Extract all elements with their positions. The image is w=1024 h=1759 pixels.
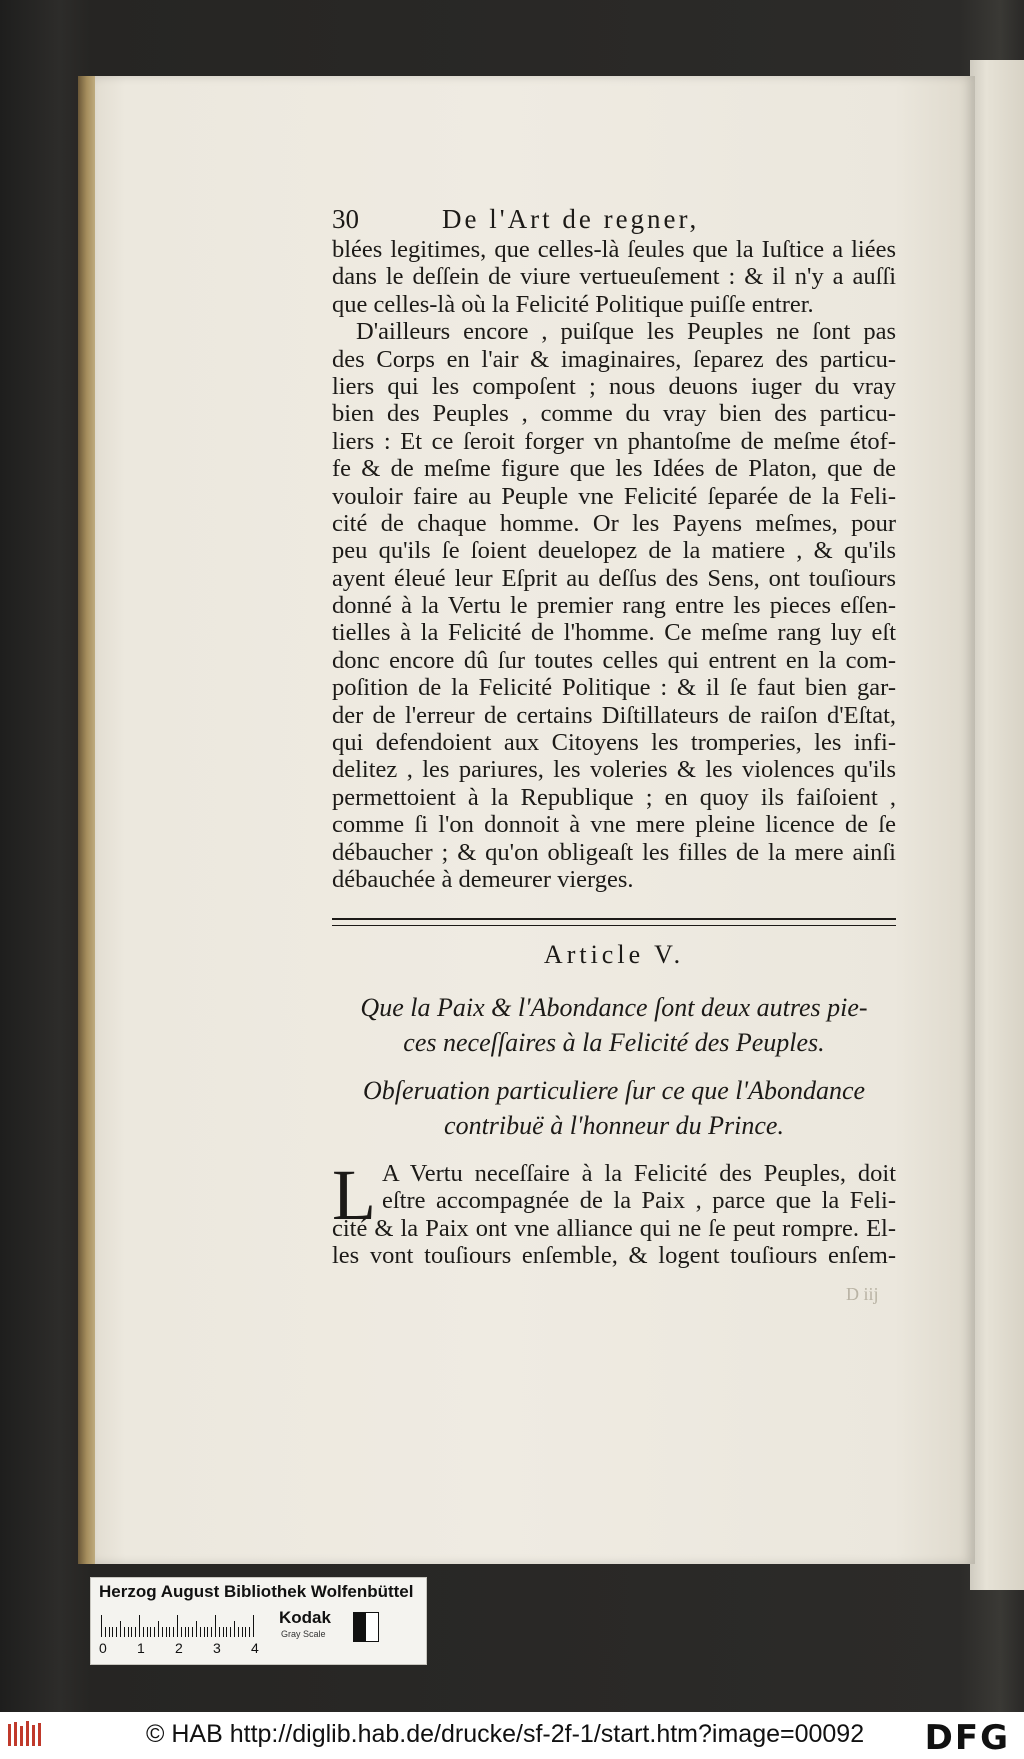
ruler-tick: [249, 1627, 250, 1637]
ruler-tick: [219, 1627, 220, 1637]
paragraph-1-line: der de l'erreur de certains Diſtillateurs de raiſon d'Eſtat,: [332, 701, 896, 729]
ruler-tick: [124, 1627, 125, 1637]
ruler-number: 3: [213, 1640, 221, 1656]
ruler-tick: [112, 1627, 113, 1637]
paragraph-1-line: liers : Et ce ſeroit forger vn phantoſme de meſme étof-: [332, 427, 896, 455]
ruler-tick: [101, 1615, 102, 1637]
ruler-tick: [226, 1627, 227, 1637]
ruler-numbers: [99, 1640, 269, 1658]
ruler-tick: [116, 1627, 117, 1637]
ruler-tick: [234, 1621, 235, 1637]
ruler-tick: [223, 1627, 224, 1637]
ruler-tick: [188, 1627, 189, 1637]
drop-cap: L: [332, 1155, 376, 1235]
signature-mark: D iij: [846, 1284, 879, 1304]
ruler-tick: [139, 1615, 140, 1637]
ruler-tick: [253, 1615, 254, 1637]
paragraph-1-line: D'ailleurs encore , puiſque les Peuples ne ſont pas: [356, 318, 896, 346]
footer-bar: [0, 1712, 1024, 1759]
ruler-tick: [215, 1615, 216, 1637]
scale-ruler: [101, 1615, 261, 1637]
ruler-tick: [158, 1621, 159, 1637]
ruler-tick: [166, 1627, 167, 1637]
paragraph-1-line: bien des Peuples , comme du vray bien des particu-: [332, 400, 896, 428]
ruler-tick: [135, 1627, 136, 1637]
ruler-tick: [143, 1627, 144, 1637]
paragraph-1-line: tielles à la Felicité de l'homme. Ce meſme rang luy eſt: [332, 619, 896, 647]
ruler-tick: [211, 1627, 212, 1637]
ruler-number: 0: [99, 1640, 107, 1656]
ruler-tick: [230, 1627, 231, 1637]
gray-swatch: [353, 1612, 379, 1642]
copyright-link[interactable]: © HAB http://diglib.hab.de/drucke/sf-2f-1/start.htm?image=00092: [146, 1720, 865, 1748]
ruler-tick: [162, 1627, 163, 1637]
ruler-tick: [245, 1627, 246, 1637]
paragraph-2-line: cité & la Paix ont vne alliance qui ne ſe peut rompre. El-: [332, 1214, 896, 1242]
paragraph-1-line: fe & de meſme figure que les Idées de Platon, que de: [332, 455, 896, 483]
paragraph-1-line: delitez , les pariures, les voleries & les violences qu'ils: [332, 756, 896, 784]
article-heading: Article V.: [543, 940, 685, 969]
paragraph-2: [332, 1155, 896, 1270]
paragraph-1: [332, 236, 896, 893]
ruler-tick: [109, 1627, 110, 1637]
ruler-tick: [150, 1627, 151, 1637]
subtitle-2-line-1: Obſeruation particuliere ſur ce que l'Abondance: [362, 1076, 866, 1105]
paragraph-1-line: liers qui les compoſent ; nous deuons iuger du vray: [332, 372, 896, 400]
paragraph-2-line: eſtre accompagnée de la Paix , parce que la Feli-: [382, 1187, 896, 1215]
page-number: 30: [332, 204, 359, 234]
ruler-tick: [204, 1627, 205, 1637]
ruler-tick: [128, 1627, 129, 1637]
running-head: [332, 204, 892, 238]
ruler-tick: [192, 1627, 193, 1637]
ruler-tick: [185, 1627, 186, 1637]
paragraph-1-line: vouloir faire au Peuple vne Felicité ſeparée de la Feli-: [332, 482, 896, 510]
paragraph-1-line: qui defendoient aux Citoyens les tromperies, les infi-: [332, 729, 896, 757]
running-title: De l'Art de regner,: [442, 204, 700, 234]
paragraph-1-line: des Corps en l'air & imaginaires, ſeparez des particu-: [332, 345, 896, 373]
ruler-tick: [131, 1627, 132, 1637]
ruler-tick: [154, 1627, 155, 1637]
paragraph-2-line: A Vertu neceſſaire à la Felicité des Peuples, doit: [382, 1160, 896, 1187]
paragraph-2-line: les vont touſiours enſemble, & logent touſiours enſem-: [332, 1242, 896, 1270]
subtitle-1-line-2: ces neceſſaires à la Felicité des Peuples.: [403, 1028, 825, 1057]
article-subtitle-2: [332, 1073, 896, 1143]
ruler-tick: [238, 1627, 239, 1637]
paragraph-1-line: poſition de la Felicité Politique : & il ſe faut bien gar-: [332, 674, 896, 702]
facing-page-edge: [970, 60, 1024, 1590]
paragraph-1-line: que celles-là où la Felicité Politique puiſſe entrer.: [332, 290, 814, 318]
ruler-tick: [242, 1627, 243, 1637]
paragraph-1-line: ayent éleué leur Eſprit au deſſus des Sens, ont touſiours: [332, 564, 896, 592]
ruler-tick: [181, 1627, 182, 1637]
paragraph-1-line: cité de chaque homme. Or les Payens meſmes, pour: [332, 509, 896, 537]
paragraph-1-line: dans le deſſein de viure vertueuſement : & il n'y a auſſi: [332, 263, 896, 291]
library-name: Herzog August Bibliothek Wolfenbüttel: [99, 1582, 414, 1601]
paragraph-1-line: donc encore dû ſur toutes celles qui entrent en la com-: [332, 646, 896, 674]
paragraph-1-line: permettoient à la Republique ; en quoy ils faiſoient ,: [332, 783, 896, 811]
article-subtitle-1: [332, 990, 896, 1060]
paragraph-1-line: débaucher ; & qu'on obligeaſt les filles de la mere ainſi: [332, 838, 896, 866]
paragraph-1-line: donné à la Vertu le premier rang entre les pieces eſſen-: [332, 592, 896, 620]
ruler-tick: [147, 1627, 148, 1637]
ruler-tick: [173, 1627, 174, 1637]
paragraph-1-line: comme ſi l'on donnoit à vne mere pleine licence de ſe: [332, 811, 896, 839]
ruler-tick: [196, 1621, 197, 1637]
ruler-tick: [105, 1627, 106, 1637]
kodak-logo: Kodak: [279, 1608, 331, 1627]
ruler-tick: [207, 1627, 208, 1637]
subtitle-1-line-1: Que la Paix & l'Abondance ſont deux autres pie-: [360, 993, 868, 1022]
ruler-number: 4: [251, 1640, 259, 1656]
ruler-tick: [177, 1615, 178, 1637]
ruler-tick: [200, 1627, 201, 1637]
subtitle-2-line-2: contribuë à l'honneur du Prince.: [444, 1111, 784, 1140]
ruler-tick: [120, 1621, 121, 1637]
gray-scale-label: Gray Scale: [281, 1629, 326, 1639]
library-color-card: [90, 1577, 427, 1665]
ruler-number: 2: [175, 1640, 183, 1656]
dfg-logo: DFG: [924, 1718, 1010, 1758]
section-rule: [332, 918, 896, 926]
hab-logo-icon: [6, 1718, 46, 1750]
paragraph-1-line: blées legitimes, que celles-là ſeules que la Iuſtice a liées: [332, 236, 896, 263]
paragraph-1-line: peu qu'ils ſe ſoient deuelopez de la matiere , & qu'ils: [332, 537, 896, 565]
ruler-number: 1: [137, 1640, 145, 1656]
paragraph-1-line: débauchée à demeurer vierges.: [332, 865, 634, 893]
ruler-tick: [169, 1627, 170, 1637]
